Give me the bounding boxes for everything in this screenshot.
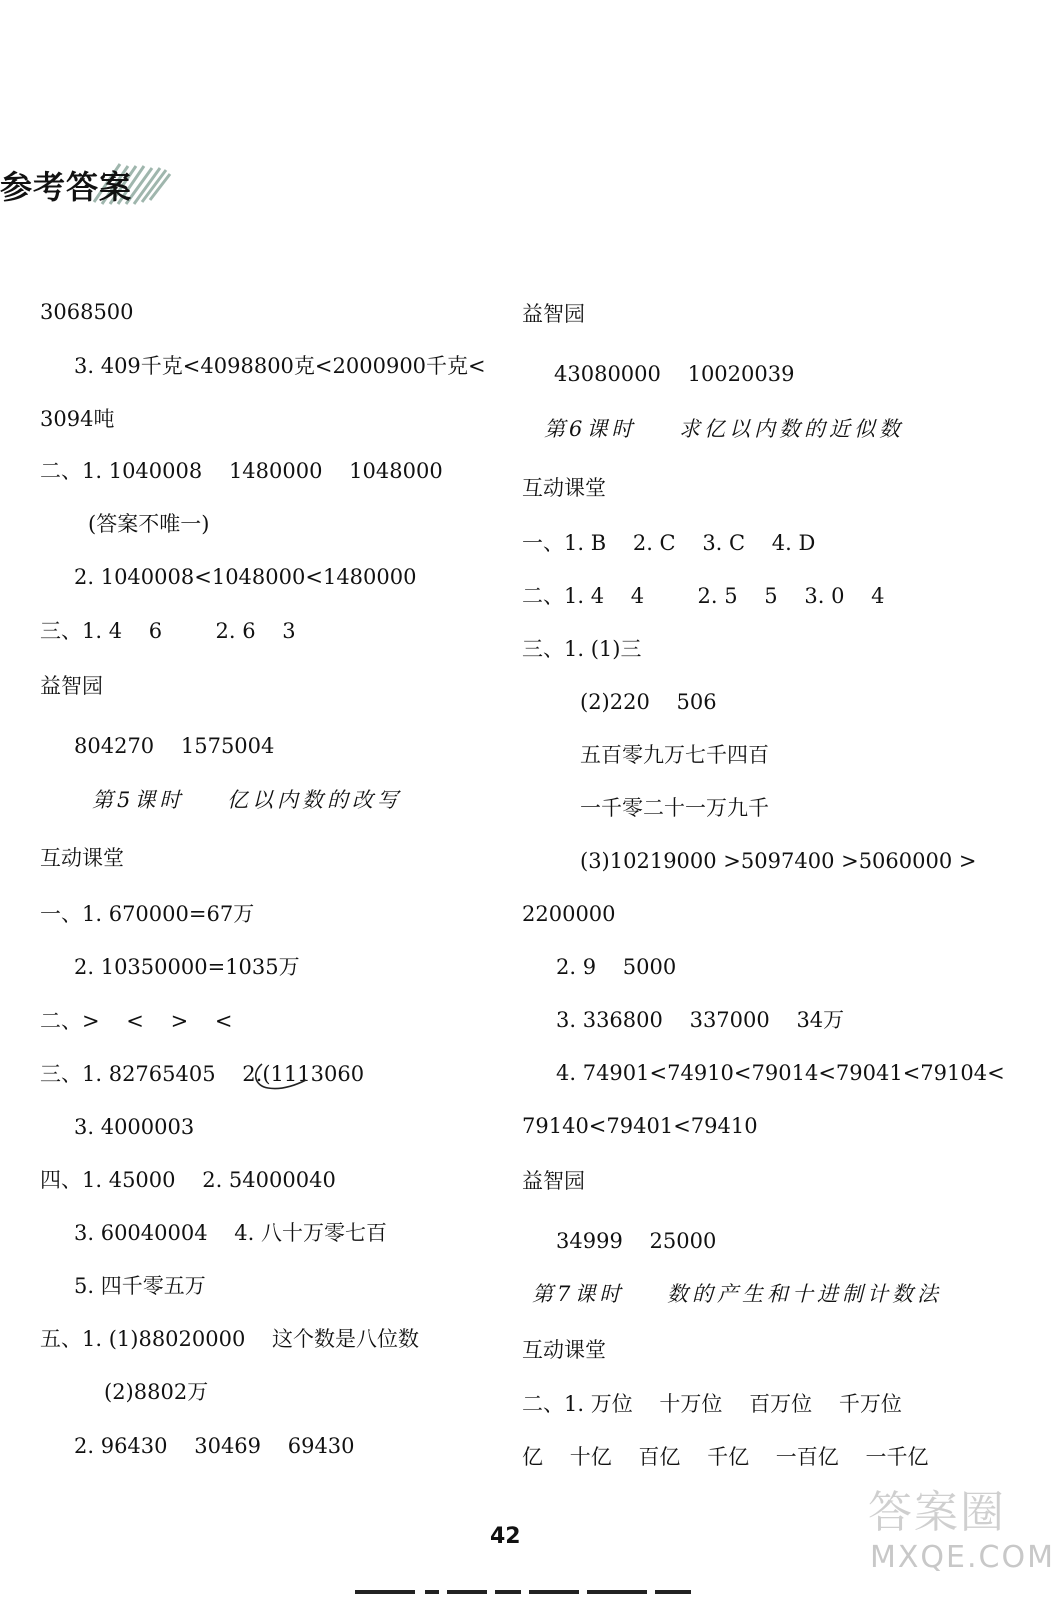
answer-line: 43080000 10020039 bbox=[554, 362, 795, 386]
answer-line: (3)10219000 >5097400 >5060000 > bbox=[580, 849, 977, 873]
answer-line: 79140<79401<79410 bbox=[522, 1114, 758, 1138]
section-heading: 互动课堂 bbox=[522, 476, 606, 500]
answer-line: 三、1. 82765405 2.(1113060 bbox=[40, 1062, 365, 1086]
answer-line: 3. 336800 337000 34万 bbox=[556, 1008, 845, 1032]
barcode-strip-icon bbox=[355, 1588, 695, 1596]
section-heading: 益智园 bbox=[522, 302, 585, 326]
answer-line: 804270 1575004 bbox=[74, 734, 275, 758]
watermark-url: MXQE.COM bbox=[870, 1540, 1055, 1575]
answer-line: 3094吨 bbox=[40, 407, 115, 431]
answer-line: 3. 4000003 bbox=[74, 1115, 195, 1139]
lesson-heading: 第6课时 求亿以内数的近似数 bbox=[544, 417, 905, 441]
handwritten-mark-icon bbox=[250, 1060, 310, 1094]
section-heading: 益智园 bbox=[40, 674, 103, 698]
answer-line: 一、1. B 2. C 3. C 4. D bbox=[522, 531, 816, 555]
answer-line: 三、1. (1)三 bbox=[522, 637, 642, 661]
answer-line: 3. 409千克<4098800克<2000900千克< bbox=[74, 354, 486, 378]
lesson-heading: 第5课时 亿以内数的改写 bbox=[92, 788, 403, 812]
answer-line: 3068500 bbox=[40, 300, 134, 324]
page-number: 42 bbox=[490, 1524, 521, 1549]
answer-line: 三、1. 4 6 2. 6 3 bbox=[40, 619, 296, 643]
section-heading: 益智园 bbox=[522, 1169, 585, 1193]
watermark-logo: 答案圈 bbox=[868, 1487, 1006, 1538]
lesson-heading: 第7课时 数的产生和十进制计数法 bbox=[532, 1282, 943, 1306]
answer-line: 2. 1040008<1048000<1480000 bbox=[74, 565, 417, 589]
answer-line: 二、> < > < bbox=[40, 1009, 233, 1033]
answer-line: (答案不唯一) bbox=[88, 512, 210, 536]
section-heading: 互动课堂 bbox=[40, 846, 124, 870]
answer-line: 一千零二十一万九千 bbox=[580, 796, 769, 820]
answer-line: 2. 10350000=1035万 bbox=[74, 955, 300, 979]
answer-line: 一、1. 670000=67万 bbox=[40, 902, 255, 926]
page-title: 参考答案 bbox=[0, 168, 133, 206]
answer-line: 五百零九万七千四百 bbox=[580, 743, 769, 767]
answer-line: 2. 96430 30469 69430 bbox=[74, 1434, 355, 1458]
answer-line: 3. 60040004 4. 八十万零七百 bbox=[74, 1221, 388, 1245]
page-heading bbox=[0, 158, 200, 218]
answer-line: 二、1. 4 4 2. 5 5 3. 0 4 bbox=[522, 584, 885, 608]
answer-line: 二、1. 1040008 1480000 1048000 bbox=[40, 459, 443, 483]
answer-line: 二、1. 万位 十万位 百万位 千万位 bbox=[522, 1392, 902, 1416]
answer-line: (2)220 506 bbox=[580, 690, 717, 714]
answer-line: (2)8802万 bbox=[104, 1380, 209, 1404]
answer-line: 5. 四千零五万 bbox=[74, 1274, 206, 1298]
answer-line: 2200000 bbox=[522, 902, 616, 926]
answer-line: 亿 十亿 百亿 千亿 一百亿 一千亿 bbox=[522, 1445, 929, 1469]
answer-line: 2. 9 5000 bbox=[556, 955, 677, 979]
section-heading: 互动课堂 bbox=[522, 1338, 606, 1362]
answer-line: 五、1. (1)88020000 这个数是八位数 bbox=[40, 1327, 420, 1351]
answer-line: 34999 25000 bbox=[556, 1229, 717, 1253]
answer-line: 四、1. 45000 2. 54000040 bbox=[40, 1168, 336, 1192]
answer-line: 4. 74901<74910<79014<79041<79104< bbox=[556, 1061, 1005, 1085]
